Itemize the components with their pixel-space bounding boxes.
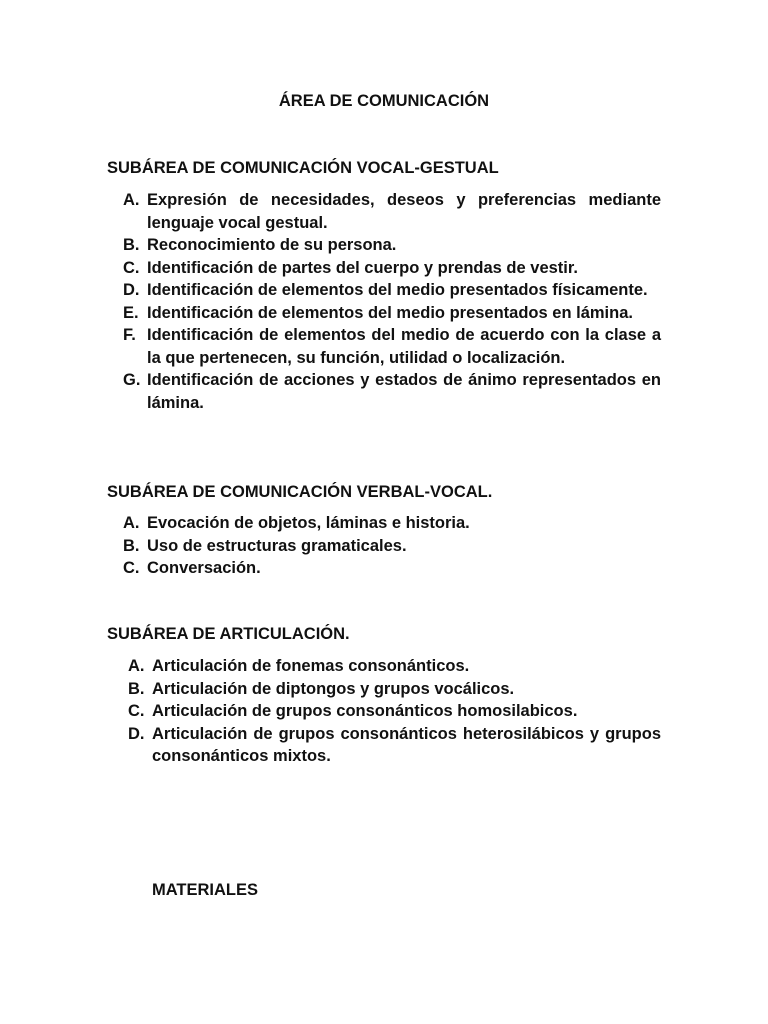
- list-vocal-gestual: [123, 189, 661, 414]
- list-item-text: Expresión de necesidades, deseos y preferencias mediante lenguaje vocal gestual.: [147, 191, 661, 232]
- list-item: [128, 723, 661, 768]
- list-item-text: Articulación de diptongos y grupos vocálicos.: [152, 679, 515, 698]
- list-item: [123, 512, 661, 535]
- list-item-text: Evocación de objetos, láminas e historia.: [147, 514, 470, 532]
- list-marker: A.: [123, 514, 140, 532]
- list-item: [128, 678, 661, 701]
- list-marker: B.: [123, 536, 140, 555]
- list-marker: D.: [123, 281, 140, 299]
- section-heading-verbal-vocal: SUBÁREA DE COMUNICACIÓN VERBAL-VOCAL.: [107, 483, 493, 501]
- list-item: [128, 700, 661, 723]
- list-item: [123, 279, 661, 302]
- list-verbal-vocal: [123, 512, 661, 580]
- list-item-text: Articulación de fonemas consonánticos.: [152, 657, 470, 675]
- list-item: [123, 557, 661, 580]
- list-marker: C.: [123, 559, 140, 577]
- list-item-text: Uso de estructuras gramaticales.: [147, 536, 407, 555]
- list-item-text: Articulación de grupos consonánticos homosilabicos.: [152, 702, 578, 720]
- list-marker: F.: [123, 326, 136, 344]
- list-item-text: Identificación de elementos del medio de acuerdo con la clase a la que pertenecen, su función, utilidad o localización.: [147, 326, 661, 367]
- list-marker: G.: [123, 371, 141, 389]
- list-item: [123, 369, 661, 414]
- list-item-text: Identificación de acciones y estados de ánimo representados en lámina.: [147, 371, 661, 412]
- list-item-text: Identificación de elementos del medio presentados en lámina.: [147, 303, 633, 322]
- list-item: [123, 189, 661, 234]
- list-item: [128, 655, 661, 678]
- list-item-text: Reconocimiento de su persona.: [147, 236, 397, 254]
- list-item-text: Articulación de grupos consonánticos heterosilábicos y grupos consonánticos mixtos.: [152, 724, 661, 765]
- list-marker: B.: [128, 679, 145, 698]
- materials-heading: MATERIALES: [152, 881, 259, 899]
- list-marker: C.: [128, 702, 145, 720]
- list-item: [123, 324, 661, 369]
- list-item: [123, 257, 661, 280]
- list-item: [123, 302, 661, 325]
- list-item-text: Conversación.: [147, 559, 261, 577]
- list-item-text: Identificación de partes del cuerpo y prendas de vestir.: [147, 258, 578, 277]
- section-heading-vocal-gestual: SUBÁREA DE COMUNICACIÓN VOCAL-GESTUAL: [107, 159, 499, 177]
- list-marker: A.: [128, 657, 145, 675]
- list-marker: A.: [123, 191, 140, 209]
- list-marker: E.: [123, 303, 139, 322]
- list-item: [123, 234, 661, 257]
- list-articulacion: [128, 655, 661, 768]
- list-item: [123, 535, 661, 558]
- list-marker: D.: [128, 724, 145, 743]
- list-marker: B.: [123, 236, 140, 254]
- list-marker: C.: [123, 258, 140, 277]
- section-heading-articulacion: SUBÁREA DE ARTICULACIÓN.: [107, 625, 350, 643]
- list-item-text: Identificación de elementos del medio presentados físicamente.: [147, 281, 648, 299]
- page-title: ÁREA DE COMUNICACIÓN: [278, 92, 490, 110]
